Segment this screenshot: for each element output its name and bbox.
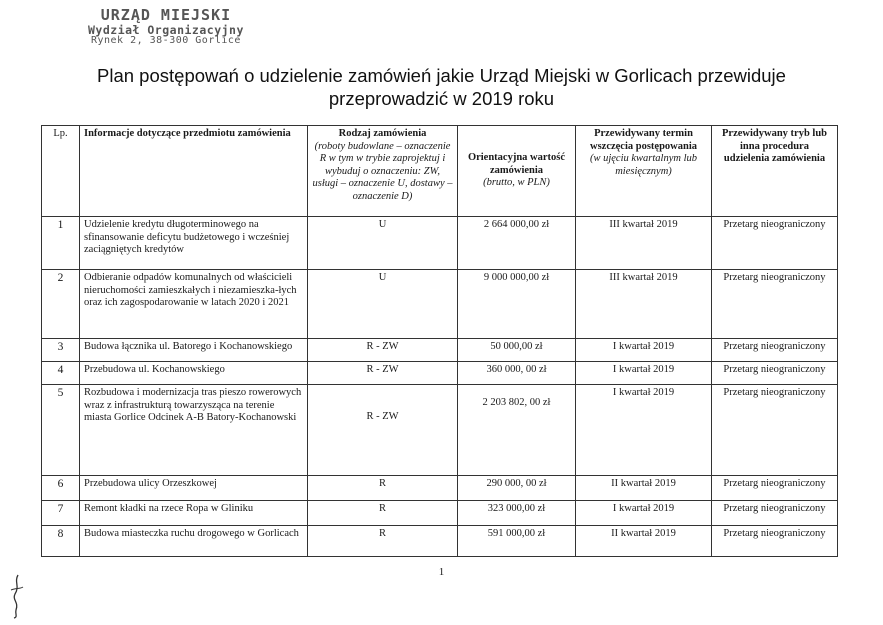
- cell-mode: Przetarg nieograniczony: [712, 270, 838, 339]
- cell-value: 290 000, 00 zł: [458, 476, 576, 501]
- cell-mode: Przetarg nieograniczony: [712, 339, 838, 362]
- table-row: [42, 217, 838, 270]
- cell-lp: 1: [42, 217, 80, 270]
- cell-mode: Przetarg nieograniczony: [712, 362, 838, 385]
- cell-lp: 5: [42, 385, 80, 476]
- cell-type: R: [308, 476, 458, 501]
- cell-term: II kwartał 2019: [576, 476, 712, 501]
- cell-type: R - ZW: [308, 385, 458, 476]
- cell-info: Przebudowa ulicy Orzeszkowej: [80, 476, 308, 501]
- header-value-title: Orientacyjna wartość zamówienia: [467, 152, 566, 176]
- header-value-sub: (brutto, w PLN): [483, 177, 550, 189]
- cell-value: 9 000 000,00 zł: [458, 270, 576, 339]
- page-number: 1: [438, 566, 445, 578]
- cell-value: 50 000,00 zł: [458, 339, 576, 362]
- header-info: Informacje dotyczące przedmiotu zamówienia: [80, 126, 308, 217]
- cell-term: I kwartał 2019: [576, 339, 712, 362]
- header-term: [576, 126, 712, 217]
- cell-lp: 3: [42, 339, 80, 362]
- document-title: [0, 64, 883, 110]
- cell-lp: 6: [42, 476, 80, 501]
- title-line-2: przeprowadzić w 2019 roku: [328, 88, 555, 109]
- procurement-plan-table: [41, 125, 838, 557]
- cell-term: I kwartał 2019: [576, 385, 712, 476]
- cell-mode: Przetarg nieograniczony: [712, 526, 838, 557]
- cell-type: U: [308, 270, 458, 339]
- header-type-sub: (roboty budowlane – oznaczenie R w tym w trybie zaprojektuj i wybuduj o oznaczeniu: ZW, usługi – oznaczenie U, dostawy – oznaczenie D): [312, 140, 453, 202]
- table-row: [42, 501, 838, 526]
- cell-type: R: [308, 501, 458, 526]
- handwritten-signature: [6, 572, 28, 625]
- header-type: [308, 126, 458, 217]
- cell-info: Przebudowa ul. Kochanowskiego: [80, 362, 308, 385]
- cell-mode: Przetarg nieograniczony: [712, 217, 838, 270]
- stamp-line-2: Wydział Organizacyjny: [88, 22, 244, 37]
- cell-mode: Przetarg nieograniczony: [712, 385, 838, 476]
- header-term-sub: (w ujęciu kwartalnym lub miesięcznym): [589, 153, 698, 177]
- cell-mode: Przetarg nieograniczony: [712, 501, 838, 526]
- cell-value: 2 664 000,00 zł: [458, 217, 576, 270]
- cell-info: Rozbudowa i modernizacja tras pieszo rowerowych wraz z infrastrukturą towarzysząca na terenie miasta Gorlice Odcinek A-B Batory-Kochanowski: [80, 385, 308, 476]
- cell-info: Udzielenie kredytu długoterminowego na sfinansowanie deficytu budżetowego i wcześniej zaciągniętych kredytów: [80, 217, 308, 270]
- cell-lp: 7: [42, 501, 80, 526]
- cell-mode: Przetarg nieograniczony: [712, 476, 838, 501]
- header-lp: Lp.: [42, 126, 80, 217]
- stamp-line-3: Rynek 2, 38-300 Gorlice: [90, 34, 241, 46]
- table-row: [42, 476, 838, 501]
- cell-type: U: [308, 217, 458, 270]
- table-row: [42, 526, 838, 557]
- cell-term: II kwartał 2019: [576, 526, 712, 557]
- office-stamp: [88, 8, 244, 46]
- table-row: [42, 270, 838, 339]
- table-row: [42, 362, 838, 385]
- cell-term: III kwartał 2019: [576, 217, 712, 270]
- cell-type: R - ZW: [308, 339, 458, 362]
- cell-lp: 2: [42, 270, 80, 339]
- cell-info: Odbieranie odpadów komunalnych od właścicieli nieruchomości zamieszkałych i niezamieszka-łych oraz ich zagospodarowanie w latach 2020 i 2021: [80, 270, 308, 339]
- cell-info: Budowa łącznika ul. Batorego i Kochanowskiego: [80, 339, 308, 362]
- header-mode: Przewidywany tryb lub inna procedura udzielenia zamówienia: [712, 126, 838, 217]
- cell-term: III kwartał 2019: [576, 270, 712, 339]
- cell-value: 591 000,00 zł: [458, 526, 576, 557]
- cell-type: R: [308, 526, 458, 557]
- cell-lp: 8: [42, 526, 80, 557]
- cell-term: I kwartał 2019: [576, 501, 712, 526]
- cell-term: I kwartał 2019: [576, 362, 712, 385]
- stamp-line-1: URZĄD MIEJSKI: [100, 6, 232, 24]
- cell-info: Remont kładki na rzece Ropa w Gliniku: [80, 501, 308, 526]
- header-term-title: Przewidywany termin wszczęcia postępowania: [589, 128, 698, 152]
- cell-value: 2 203 802, 00 zł: [458, 385, 576, 476]
- header-type-title: Rodzaj zamówienia: [338, 128, 427, 139]
- cell-type: R - ZW: [308, 362, 458, 385]
- table-row: [42, 339, 838, 362]
- header-value: [458, 126, 576, 217]
- cell-info: Budowa miasteczka ruchu drogowego w Gorlicach: [80, 526, 308, 557]
- cell-value: 360 000, 00 zł: [458, 362, 576, 385]
- table-row: [42, 385, 838, 476]
- table-header-row: [42, 126, 838, 217]
- title-line-1: Plan postępowań o udzielenie zamówień jakie Urząd Miejski w Gorlicach przewiduje: [97, 65, 786, 86]
- cell-lp: 4: [42, 362, 80, 385]
- cell-value: 323 000,00 zł: [458, 501, 576, 526]
